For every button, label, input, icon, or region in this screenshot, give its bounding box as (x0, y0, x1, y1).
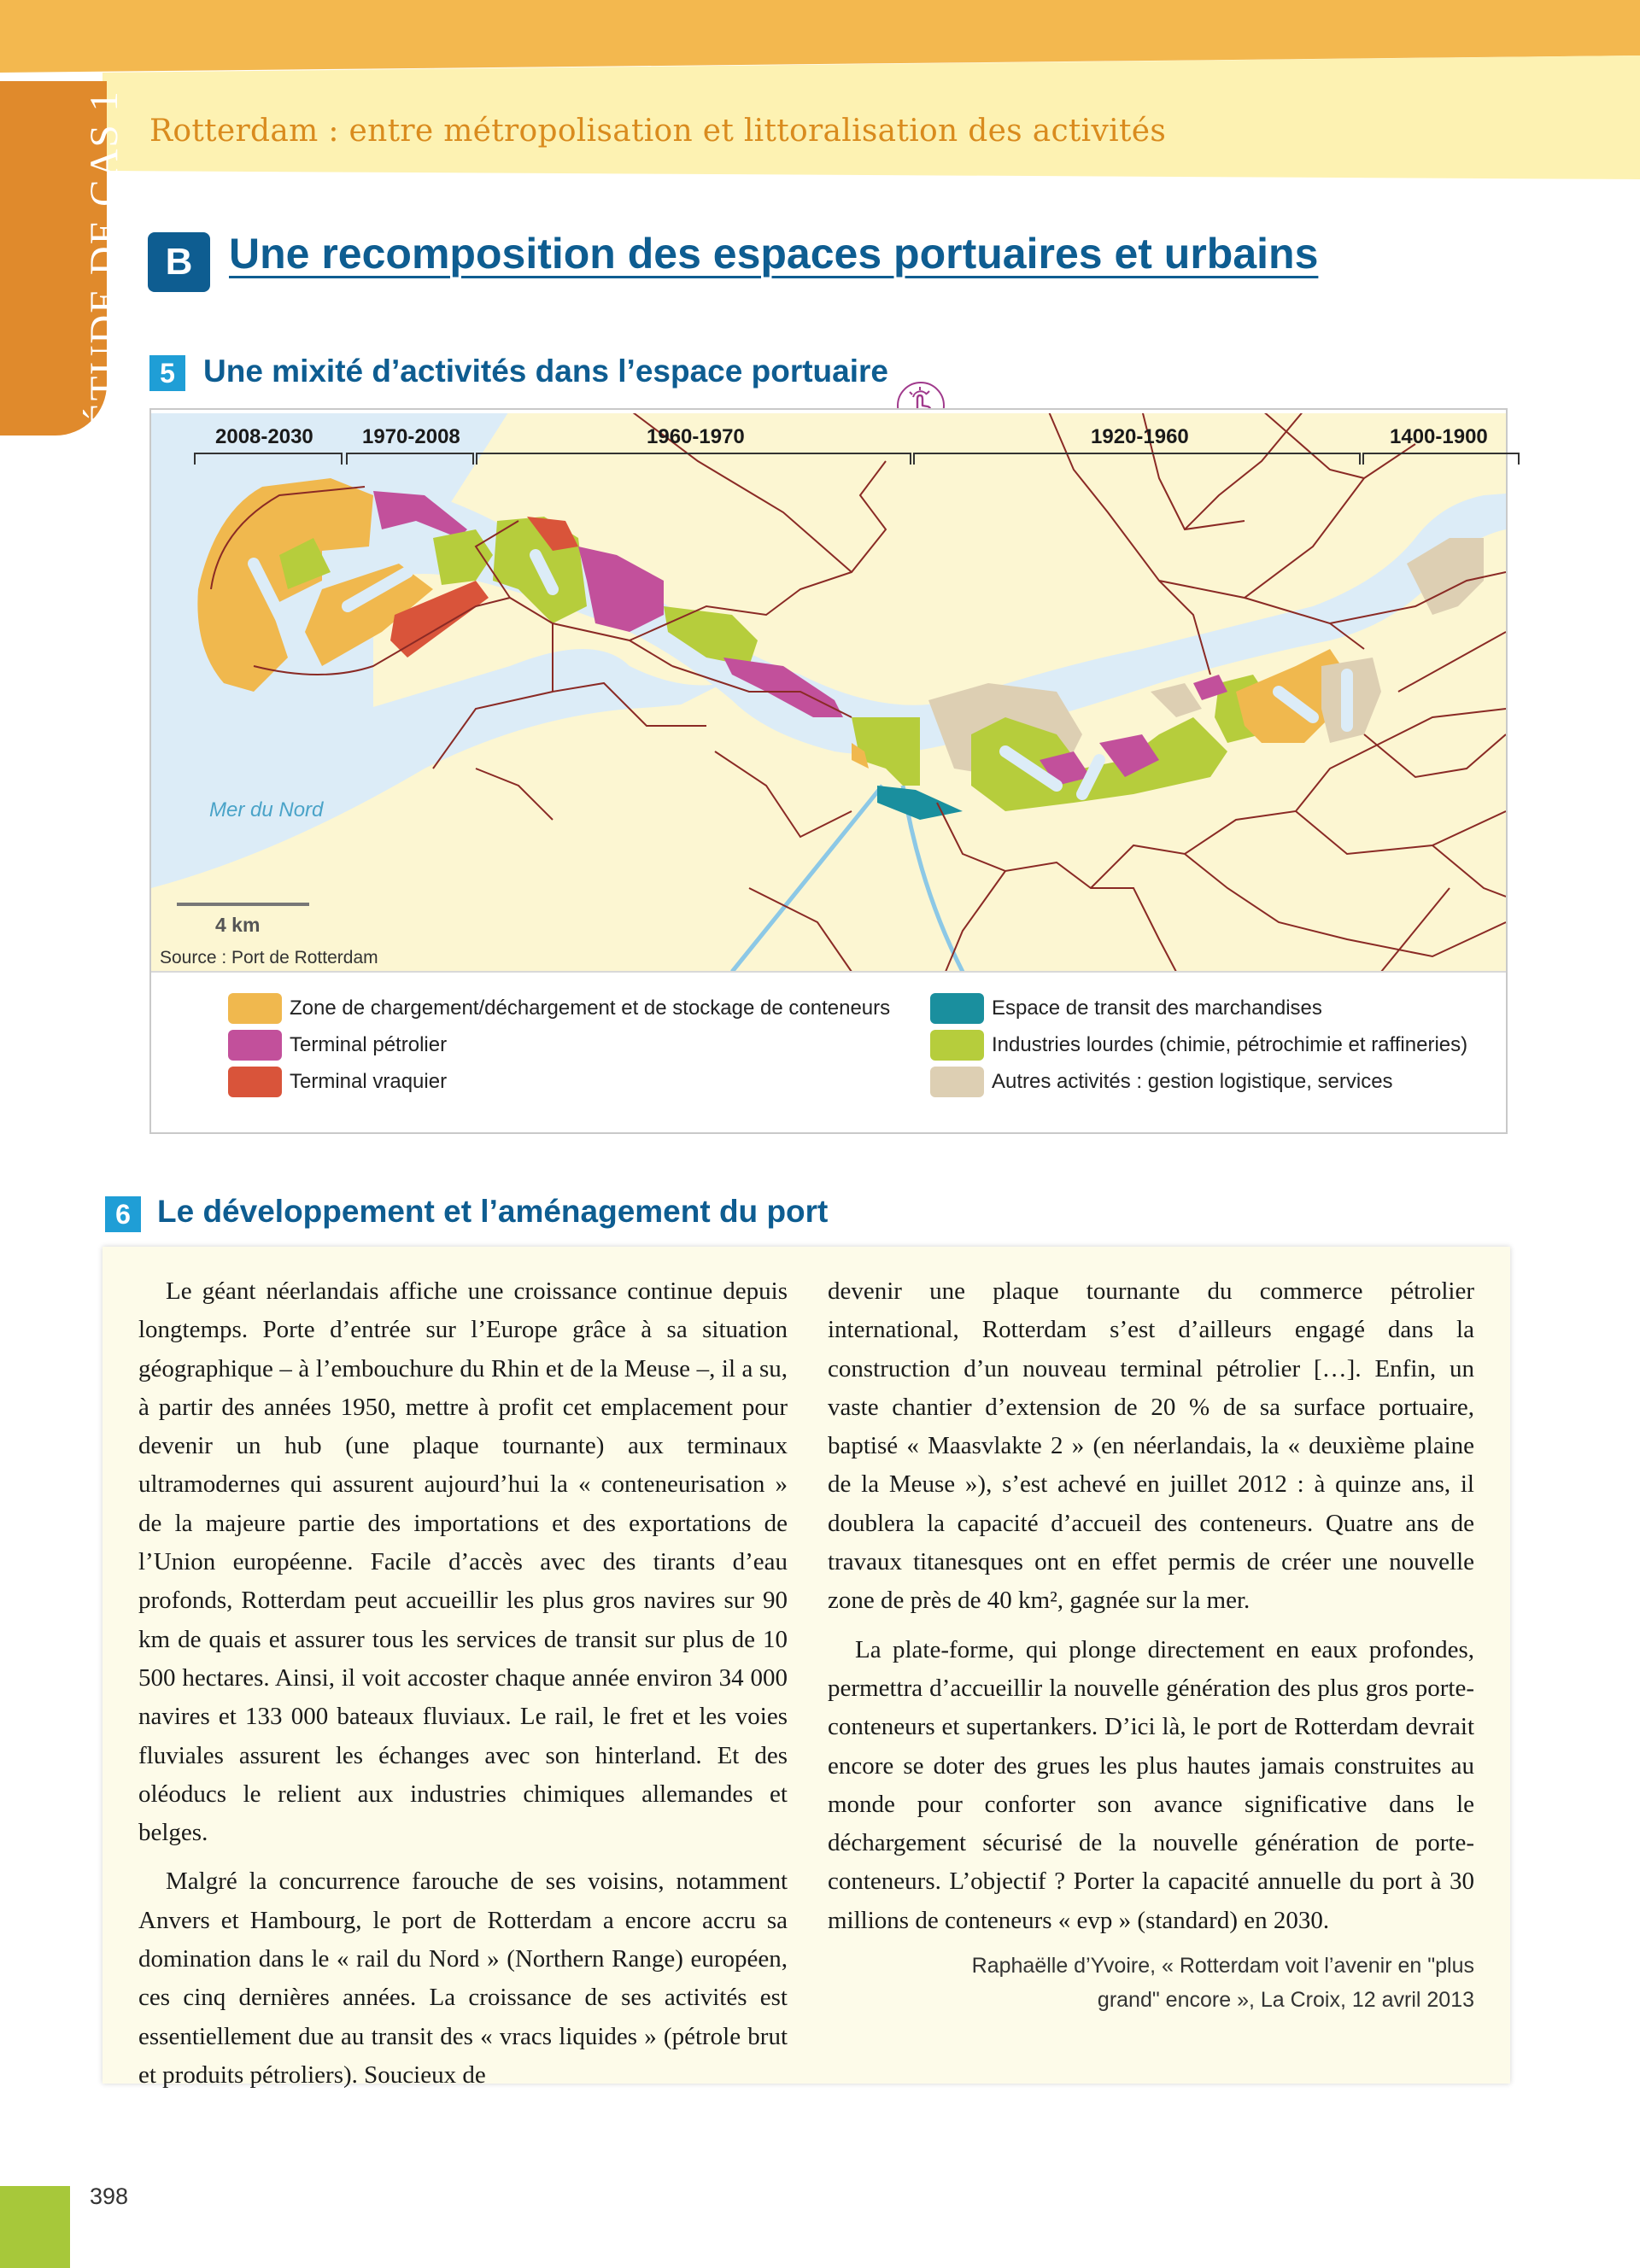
period-label: 1960-1970 (647, 425, 745, 448)
header-band (0, 0, 1640, 179)
legend-swatch (930, 993, 984, 1024)
legend-label: Zone de chargement/déchargement et de stockage de conteneurs (290, 997, 891, 1020)
section-title: Une recomposition des espaces portuaires et urbains (229, 230, 1319, 278)
period-bracket (913, 453, 1361, 465)
legend-swatch (930, 1030, 984, 1061)
map-drawing (151, 410, 1506, 1132)
period-label: 2008-2030 (215, 425, 313, 448)
side-tab-label: ÉTUDE DE CAS 1 (82, 90, 126, 427)
doc6-title: Le développement et l’aménagement du port (157, 1194, 829, 1229)
article-column-right (828, 1272, 1474, 2017)
scale-label: 4 km (215, 914, 261, 936)
sea-label: Mer du Nord (209, 798, 324, 821)
article-paragraph: devenir une plaque tournante du commerce pétrolier international, Rotterdam s’est d’ailleurs engagé dans la construction d’un nouveau terminal pétrolier […]. Enfin, un vaste chantier d’extension de 20 % de sa surface portuaire, baptisé « Maasvlakte 2 » (en néerlandais, la « deuxième plaine de la Meuse »), s’est achevé en juillet 2012 : à quinze ans, il doublera la capacité d’accueil des conteneurs. Quatre ans de travaux titanesques ont en effet permis de créer une nouvelle zone de près de 40 km², gagnée sur la mer. (828, 1277, 1474, 1615)
legend-swatch (228, 1067, 282, 1097)
doc5-number-badge: 5 (149, 355, 185, 391)
period-bracket (1362, 453, 1520, 465)
article-column-left (138, 1272, 788, 2095)
period-label: 1970-2008 (362, 425, 460, 448)
legend-swatch (228, 993, 282, 1024)
citation (828, 1949, 1474, 2017)
article-paragraph: La plate-forme, qui plonge directement en eaux profondes, permettra d’accueillir la nouvelle génération des plus gros porte-conteneurs et supertankers. D’ici là, le port de Rotterdam devrait encore se doter des grues les plus hautes jamais construites au monde pour conforter son avance significative dans le déchargement sécurisé de la nouvelle génération de porte-conteneurs. L’objectif ? Porter la capacité annuelle du port à 30 millions de conteneurs « evp » (standard) en 2030. (828, 1635, 1474, 1934)
period-bracket (194, 453, 343, 465)
citation-line: Raphaëlle d’Yvoire, « Rotterdam voit l’avenir en "plus (971, 1954, 1474, 1979)
chapter-title: Rotterdam : entre métropolisation et littoralisation des activités (149, 114, 1167, 149)
legend-label: Industries lourdes (chimie, pétrochimie et raffineries) (992, 1033, 1468, 1056)
port-map (149, 408, 1508, 1134)
period-bracket (476, 453, 911, 465)
article-box (102, 1247, 1510, 2089)
period-label: 1400-1900 (1390, 425, 1488, 448)
section-badge: B (148, 232, 210, 292)
legend-swatch (930, 1067, 984, 1097)
page-corner (0, 2186, 70, 2268)
period-label: 1920-1960 (1091, 425, 1189, 448)
article-paragraph: Malgré la concurrence farouche de ses voisins, notamment Anvers et Hambourg, le port de Rotterdam a encore accru sa domination dans le « rail du Nord » (Northern Range) européen, ces cinq dernières années. La croissance de ses activités est essentiellement due au transit des « vracs liquides » (pétrole brut et produits pétroliers). Soucieux de (138, 1868, 788, 2089)
doc5-title: Une mixité d’activités dans l’espace portuaire (203, 354, 888, 389)
citation-line: grand" encore », La Croix, 12 avril 2013 (1097, 1988, 1474, 2013)
scale-bar (177, 903, 309, 906)
page-number: 398 (90, 2183, 129, 2209)
legend-label: Terminal vraquier (290, 1070, 448, 1093)
legend-swatch (228, 1030, 282, 1061)
map-source: Source : Port de Rotterdam (160, 948, 378, 967)
article-paragraph: Le géant néerlandais affiche une croissance continue depuis longtemps. Porte d’entrée sur l’Europe grâce à sa situation géographique – à l’embouchure du Rhin et de la Meuse –, il a su, à partir des années 1950, mettre à profit cet emplacement pour devenir un hub (une plaque tournante) aux terminaux ultramodernes qui assurent aujourd’hui la « conteneurisation » de la majeure partie des importations et des exportations de l’Union européenne. Facile d’accès avec des tirants d’eau profonds, Rotterdam peut accueillir les plus gros navires sur 90 km de quais et assurer tous les services de transit sur plus de 10 500 hectares. Ainsi, il voit accoster chaque année environ 34 000 navires et 133 000 bateaux fluviaux. Le rail, le fret et les voies fluviales assurent les échanges avec son hinterland. Et des oléoducs le relient aux industries chimiques allemandes et belges. (138, 1277, 788, 1847)
period-bracket (346, 453, 474, 465)
doc6-number-badge: 6 (105, 1196, 141, 1232)
legend-label: Autres activités : gestion logistique, services (992, 1070, 1393, 1093)
legend-label: Espace de transit des marchandises (992, 997, 1322, 1020)
legend-label: Terminal pétrolier (290, 1033, 448, 1056)
